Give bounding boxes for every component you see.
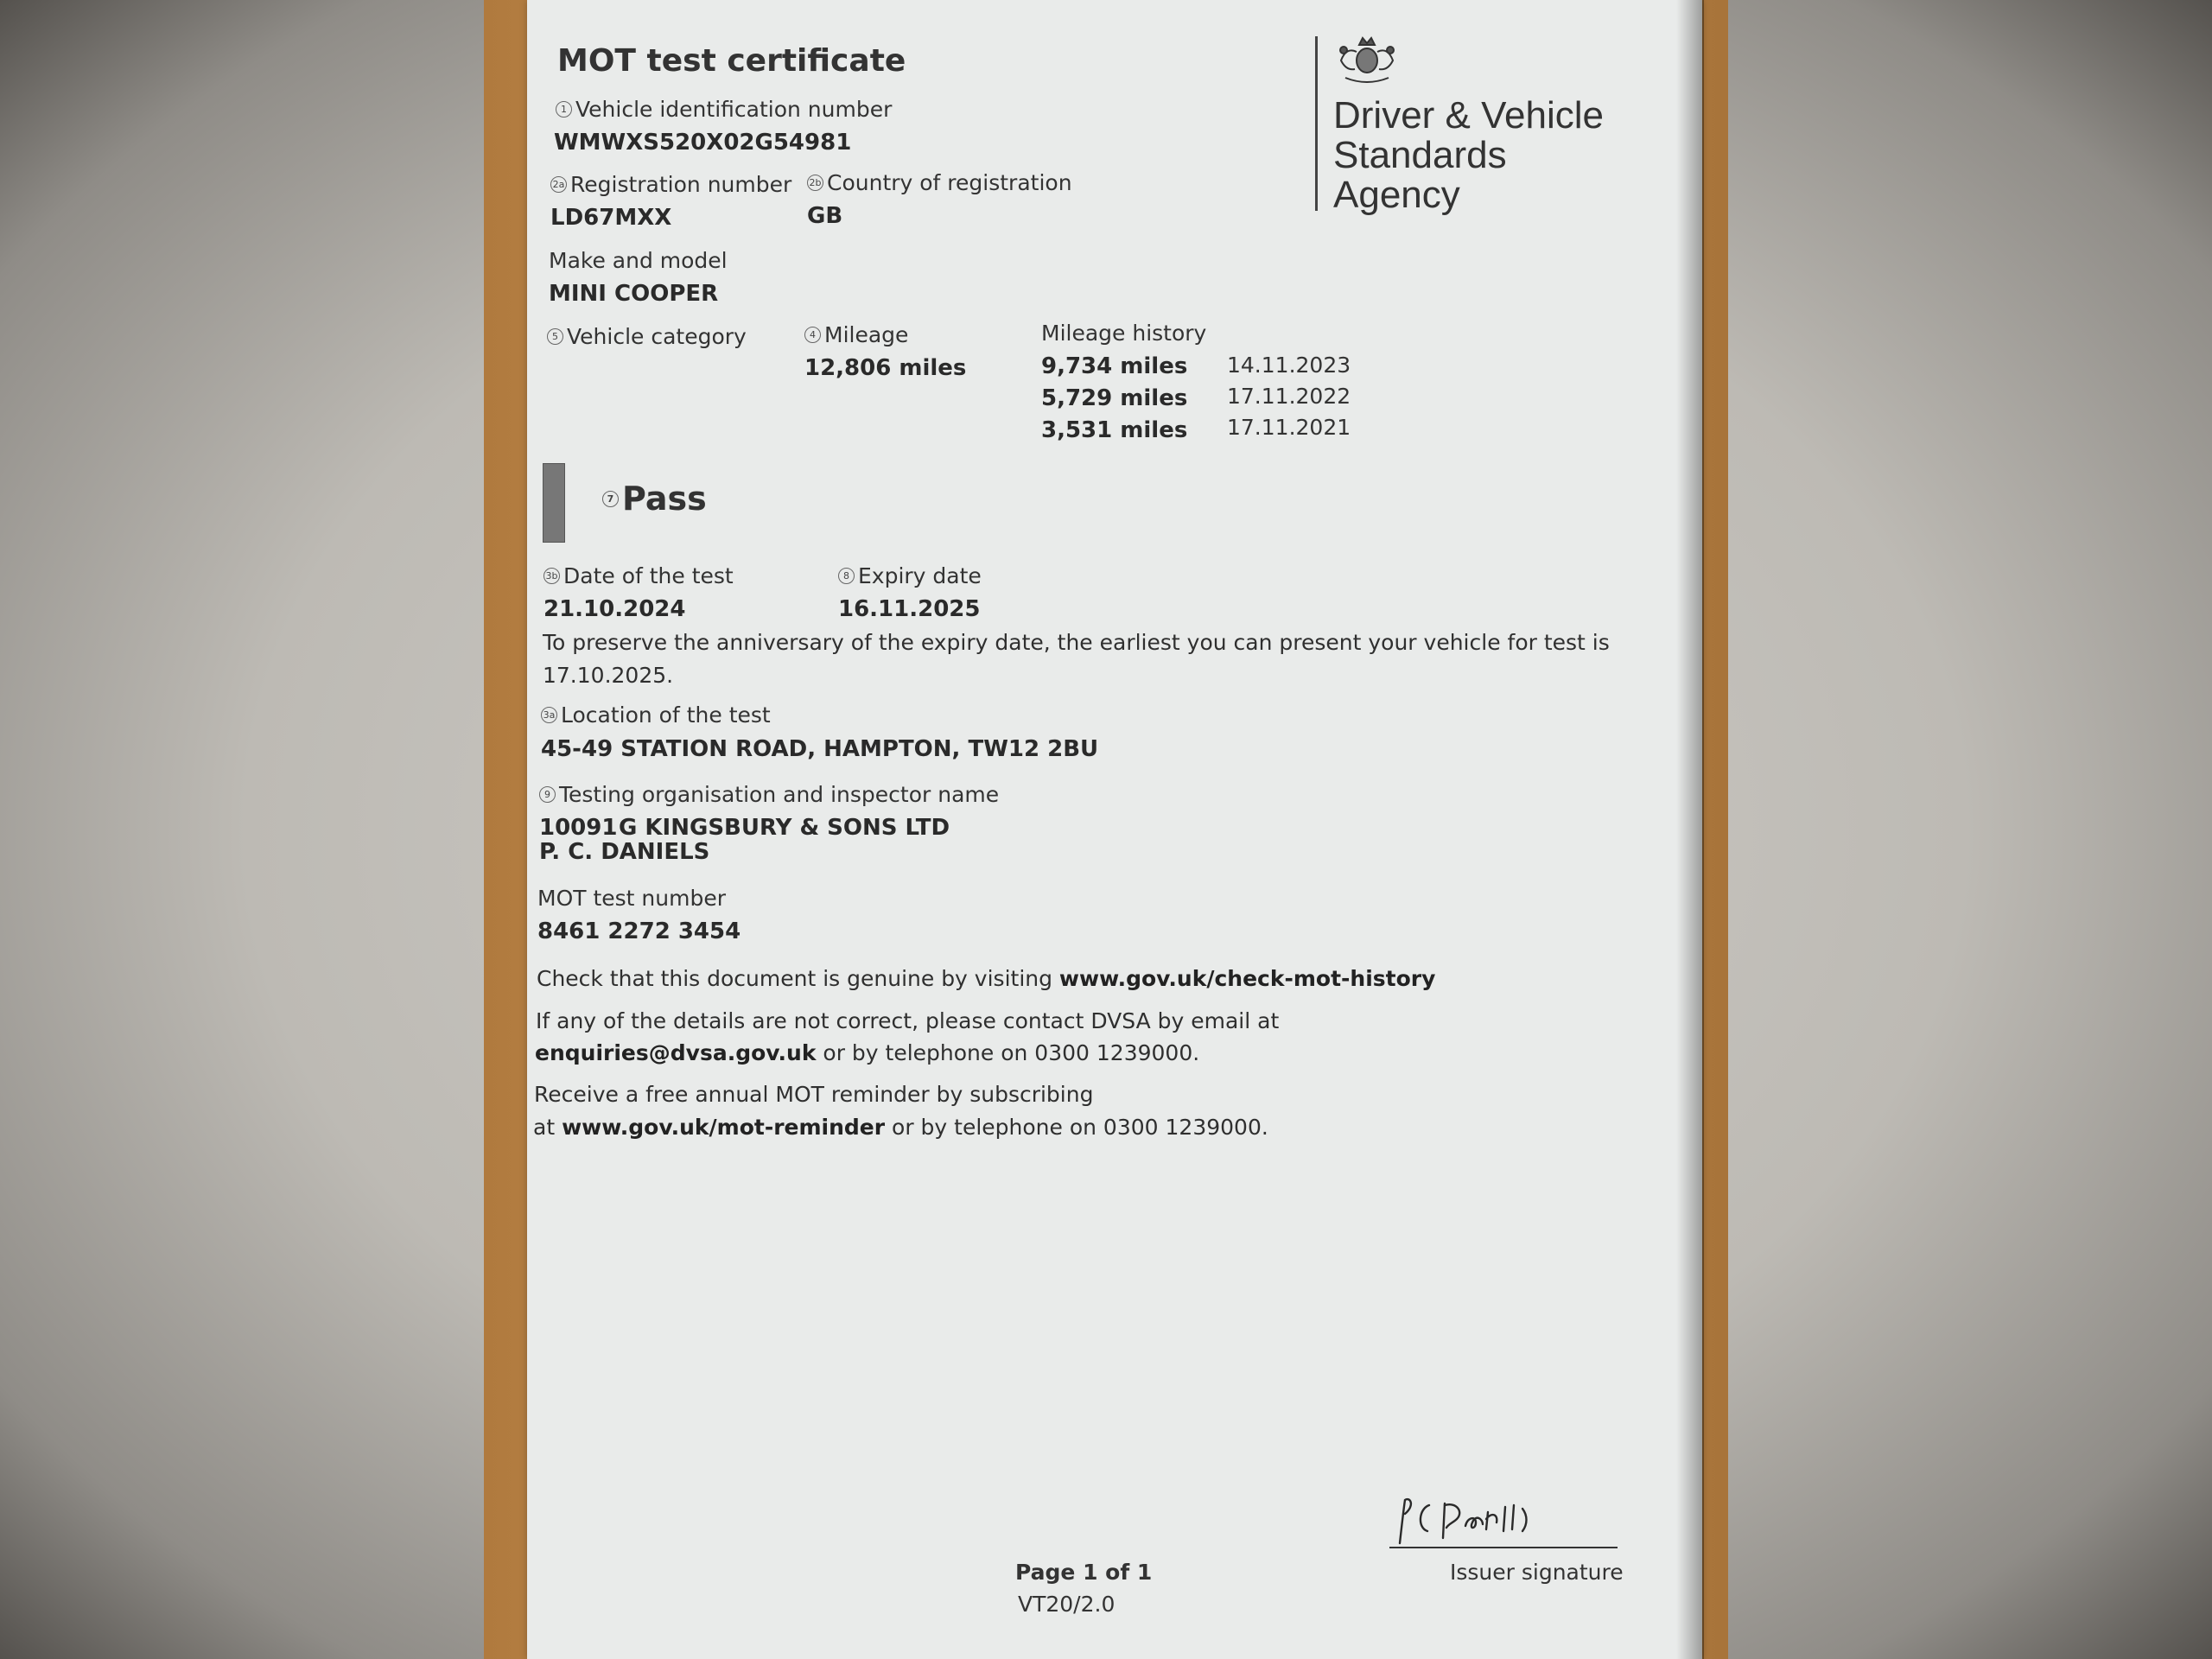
field-number-badge: 3b [543,568,560,584]
mileage-history-miles: 9,734 miles [1041,353,1188,379]
field-number-badge: 8 [838,568,855,584]
test-date-label: 3b Date of the test [543,563,734,588]
registration-label: 2a Registration number [550,172,791,197]
agency-name-line1: Driver & Vehicle [1333,94,1605,137]
organisation-name: G KINGSBURY & SONS LTD [619,815,950,841]
pass-label: Pass [622,480,707,518]
organisation-label: 9 Testing organisation and inspector name [539,782,999,807]
expiry-date-label: 8 Expiry date [838,563,982,588]
contact-line1: If any of the details are not correct, please contact DVSA by email at [536,1008,1280,1033]
field-number-badge: 1 [556,101,572,118]
location-value: 45-49 STATION ROAD, HAMPTON, TW12 2BU [541,736,1099,762]
mileage-history-date: 17.11.2021 [1227,415,1351,440]
mileage-label: 4 Mileage [804,322,908,347]
document-title: MOT test certificate [557,43,906,79]
reminder-line1: Receive a free annual MOT reminder by subscribing [534,1082,1094,1107]
field-number-badge: 7 [602,491,619,507]
mileage-value: 12,806 miles [804,355,967,381]
agency-rule [1315,36,1318,211]
mileage-history-date: 14.11.2023 [1227,353,1351,378]
country-value: GB [807,203,843,229]
field-number-badge: 3a [541,707,557,723]
anniversary-note-line2: 17.10.2025. [543,663,674,688]
pass-marker-bar [543,463,565,543]
test-number-value: 8461 2272 3454 [537,918,741,944]
inspector-name: P. C. DANIELS [539,839,710,865]
field-number-badge: 9 [539,786,556,803]
test-result [602,480,707,518]
royal-crest-icon [1333,33,1401,90]
check-mot-history-link[interactable]: www.gov.uk/check-mot-history [1058,966,1436,991]
mileage-history-date: 17.11.2022 [1227,384,1351,409]
agency-name-line2: Standards [1333,134,1507,176]
issuer-signature-label: Issuer signature [1450,1560,1624,1585]
paper-edge-shadow [1676,0,1704,1659]
country-label: 2b Country of registration [807,170,1072,195]
mileage-history-label: Mileage history [1041,321,1207,346]
check-genuine-text: Check that this document is genuine by visiting www.gov.uk/check-mot-history [537,966,1436,991]
expiry-date-value: 16.11.2025 [838,596,981,622]
organisation-number: 10091 [539,815,618,841]
field-number-badge: 5 [547,328,563,345]
field-number-badge: 4 [804,327,821,343]
mileage-history-miles: 3,531 miles [1041,417,1188,443]
anniversary-note-line1: To preserve the anniversary of the expiry date, the earliest you can present your vehicle for test is [543,630,1610,655]
test-number-label: MOT test number [537,886,726,911]
location-label: 3a Location of the test [541,702,771,728]
test-date-value: 21.10.2024 [543,596,686,622]
field-number-badge: 2b [807,175,823,191]
mot-reminder-link[interactable]: www.gov.uk/mot-reminder [562,1115,886,1140]
issuer-signature [1393,1493,1566,1552]
vin-label: 1 Vehicle identification number [556,97,892,122]
vin-value: WMWXS520X02G54981 [554,130,852,156]
form-code: VT20/2.0 [1018,1592,1116,1617]
vehicle-category-label: 5 Vehicle category [547,324,747,349]
dvsa-email-link[interactable]: enquiries@dvsa.gov.uk [535,1040,817,1065]
contact-line2: enquiries@dvsa.gov.uk or by telephone on 0300 1239000. [535,1040,1200,1065]
signature-line [1389,1547,1618,1548]
field-number-badge: 2a [550,176,567,193]
reminder-line2: at www.gov.uk/mot-reminder or by telephone on 0300 1239000. [533,1115,1268,1140]
registration-value: LD67MXX [550,205,672,231]
page-number: Page 1 of 1 [1015,1560,1153,1585]
make-model-value: MINI COOPER [549,281,719,307]
agency-name-line3: Agency [1333,174,1460,216]
make-model-label: Make and model [549,248,728,273]
mileage-history-miles: 5,729 miles [1041,385,1188,411]
